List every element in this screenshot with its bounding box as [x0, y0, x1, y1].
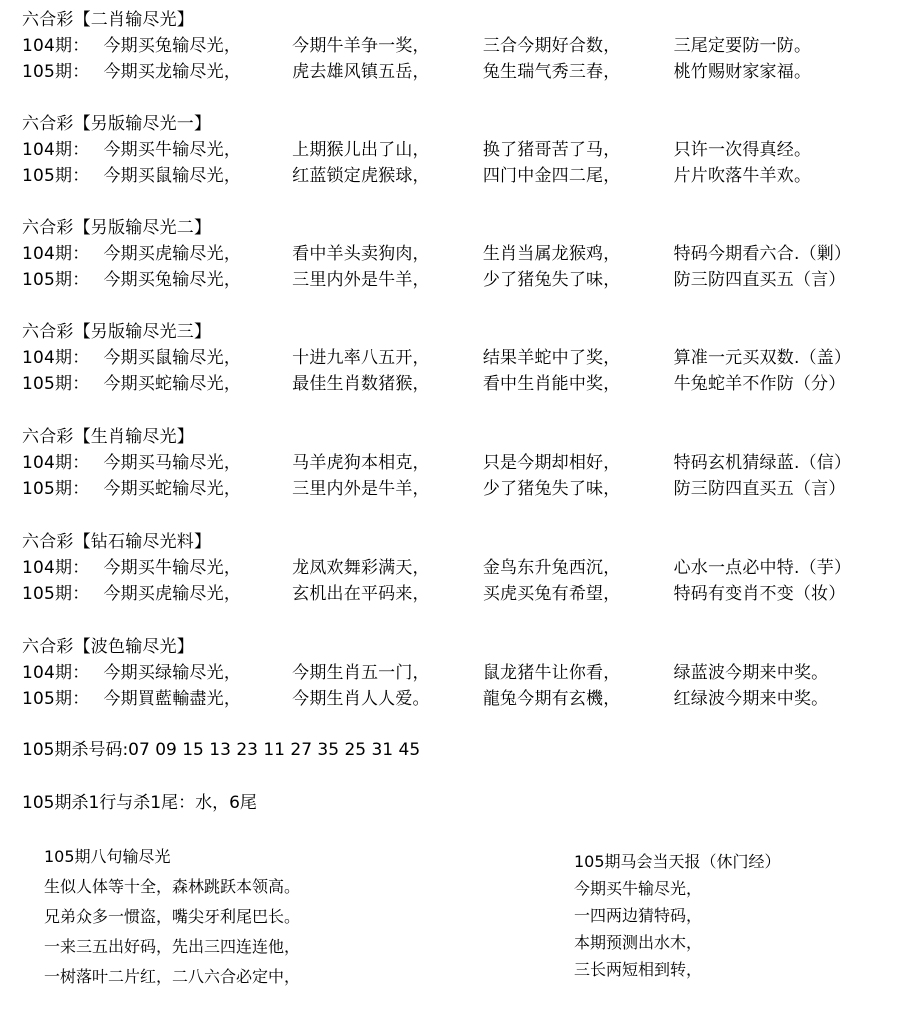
phrase: 今期买绿输尽光， — [103, 663, 242, 683]
phrase: 少了猪兔失了味， — [482, 479, 621, 499]
phrase: 换了猪哥苦了马， — [482, 140, 621, 160]
phrase: 少了猪兔失了味， — [482, 270, 621, 290]
phrase: 特码玄机猜绿蓝.（信） — [673, 453, 852, 473]
poem-line: 兄弟众多一惯盗，嘴尖牙利尾巴长。 — [44, 907, 301, 926]
phrase: 生肖当属龙猴鸡， — [482, 244, 621, 264]
phrase: 三尾定要防一防。 — [673, 36, 812, 56]
period-label: 105期： — [22, 584, 90, 604]
poem-right — [574, 848, 781, 983]
kill-numbers: 105期杀号码:07 09 15 13 23 11 27 35 25 31 45 — [22, 740, 421, 760]
phrase: 买虎买兔有希望， — [482, 584, 621, 604]
prediction-row — [22, 163, 902, 189]
phrase: 只许一次得真经。 — [673, 140, 812, 160]
phrase: 今期买兔输尽光， — [103, 270, 242, 290]
phrase: 今期生肖五一门， — [292, 663, 430, 683]
poem-line: 一树落叶二片红，二八六合必定中， — [44, 967, 301, 986]
phrase: 今期买鼠输尽光， — [103, 166, 242, 186]
phrase: 防三防四直买五（言） — [673, 270, 846, 290]
phrase: 上期猴儿出了山， — [292, 140, 430, 160]
prediction-row — [22, 581, 902, 607]
prediction-row — [22, 660, 902, 686]
phrase: 三里内外是牛羊， — [292, 270, 430, 290]
period-label: 105期： — [22, 270, 90, 290]
prediction-row — [22, 241, 902, 267]
section-6 — [22, 634, 902, 712]
phrase: 看中生肖能中奖， — [482, 374, 621, 394]
period-label: 105期： — [22, 689, 90, 709]
phrase: 桃竹赐财家家福。 — [673, 62, 812, 82]
section-5 — [22, 529, 902, 607]
poem-line: 本期预测出水木， — [574, 933, 703, 952]
phrase: 今期买蛇输尽光， — [103, 479, 242, 499]
phrase: 防三防四直买五（言） — [673, 479, 846, 499]
prediction-row — [22, 137, 902, 163]
poem-line: 一四两边猜特码， — [574, 906, 703, 925]
prediction-row — [22, 476, 902, 502]
section-title: 六合彩【生肖输尽光】 — [22, 427, 194, 447]
section-title: 六合彩【另版输尽光二】 — [22, 218, 212, 238]
phrase: 片片吹落牛羊欢。 — [673, 166, 812, 186]
period-label: 104期： — [22, 36, 90, 56]
prediction-row — [22, 555, 902, 581]
phrase: 龍兔今期有玄機， — [482, 689, 621, 709]
phrase: 龙凤欢舞彩满天， — [292, 558, 430, 578]
poem-line: 一来三五出好码，先出三四连连他， — [44, 937, 301, 956]
phrase: 今期买牛输尽光， — [103, 140, 242, 160]
phrase: 最佳生肖数猪猴， — [292, 374, 430, 394]
phrase: 红绿波今期来中奖。 — [673, 689, 829, 709]
prediction-row — [22, 450, 902, 476]
poem-left-title: 105期八句输尽光 — [44, 847, 171, 866]
phrase: 心水一点必中特.（芋） — [673, 558, 852, 578]
phrase: 看中羊头卖狗肉， — [292, 244, 430, 264]
section-title: 六合彩【波色输尽光】 — [22, 637, 194, 657]
poem-line: 生似人体等十全，森林跳跃本领高。 — [44, 877, 301, 896]
phrase: 今期买牛输尽光， — [103, 558, 242, 578]
phrase: 十进九率八五开， — [292, 348, 430, 368]
poem-line: 三长两短相到转， — [574, 960, 703, 979]
prediction-row — [22, 33, 902, 59]
section-title: 六合彩【另版输尽光一】 — [22, 114, 212, 134]
phrase: 金鸟东升兔西沉， — [482, 558, 621, 578]
phrase: 今期买兔输尽光， — [103, 36, 242, 56]
phrase: 算准一元买双数.（盖） — [673, 348, 852, 368]
phrase: 今期买龙输尽光， — [103, 62, 242, 82]
phrase: 今期买蛇输尽光， — [103, 374, 242, 394]
phrase: 今期买虎输尽光， — [103, 584, 242, 604]
phrase: 绿蓝波今期来中奖。 — [673, 663, 829, 683]
prediction-row — [22, 345, 902, 371]
period-label: 105期： — [22, 374, 90, 394]
section-4 — [22, 424, 902, 502]
phrase: 三里内外是牛羊， — [292, 479, 430, 499]
period-label: 105期： — [22, 62, 90, 82]
section-title: 六合彩【二肖输尽光】 — [22, 10, 194, 30]
phrase: 兔生瑞气秀三春， — [482, 62, 621, 82]
phrase: 马羊虎狗本相克， — [292, 453, 430, 473]
phrase: 四门中金四二尾， — [482, 166, 621, 186]
poem-right-title: 105期马会当天报（休门经） — [574, 852, 781, 871]
period-label: 105期： — [22, 479, 90, 499]
period-label: 104期： — [22, 348, 90, 368]
section-0 — [22, 7, 902, 85]
phrase: 玄机出在平码来， — [292, 584, 430, 604]
phrase: 红蓝锁定虎猴球， — [292, 166, 430, 186]
period-label: 104期： — [22, 140, 90, 160]
period-label: 104期： — [22, 244, 90, 264]
prediction-row — [22, 267, 902, 293]
section-title: 六合彩【另版输尽光三】 — [22, 322, 212, 342]
phrase: 今期买鼠输尽光， — [103, 348, 242, 368]
phrase: 今期牛羊争一奖， — [292, 36, 430, 56]
phrase: 特码有变肖不变（妆） — [673, 584, 846, 604]
prediction-row — [22, 59, 902, 85]
phrase: 三合今期好合数， — [482, 36, 621, 56]
section-title: 六合彩【钻石输尽光料】 — [22, 532, 212, 552]
section-2 — [22, 215, 902, 293]
poem-line: 今期买牛输尽光， — [574, 879, 703, 898]
phrase: 牛兔蛇羊不作防（分） — [673, 374, 846, 394]
phrase: 今期买虎输尽光， — [103, 244, 242, 264]
section-3 — [22, 319, 902, 397]
phrase: 特码今期看六合.（剿） — [673, 244, 852, 264]
phrase: 只是今期却相好， — [482, 453, 621, 473]
phrase: 今期生肖人人爱。 — [292, 689, 430, 709]
phrase: 虎去雄风镇五岳， — [292, 62, 430, 82]
poem-left — [44, 842, 300, 992]
period-label: 104期： — [22, 663, 90, 683]
kill-element-tail: 105期杀1行与杀1尾：水，6尾 — [22, 793, 257, 813]
period-label: 104期： — [22, 558, 90, 578]
phrase: 鼠龙猪牛让你看， — [482, 663, 621, 683]
section-1 — [22, 111, 902, 189]
period-label: 105期： — [22, 166, 90, 186]
period-label: 104期： — [22, 453, 90, 473]
prediction-row — [22, 686, 902, 712]
phrase: 今期买马输尽光， — [103, 453, 242, 473]
phrase: 结果羊蛇中了奖， — [482, 348, 621, 368]
phrase: 今期買藍輸盡光， — [103, 689, 242, 709]
prediction-row — [22, 371, 902, 397]
